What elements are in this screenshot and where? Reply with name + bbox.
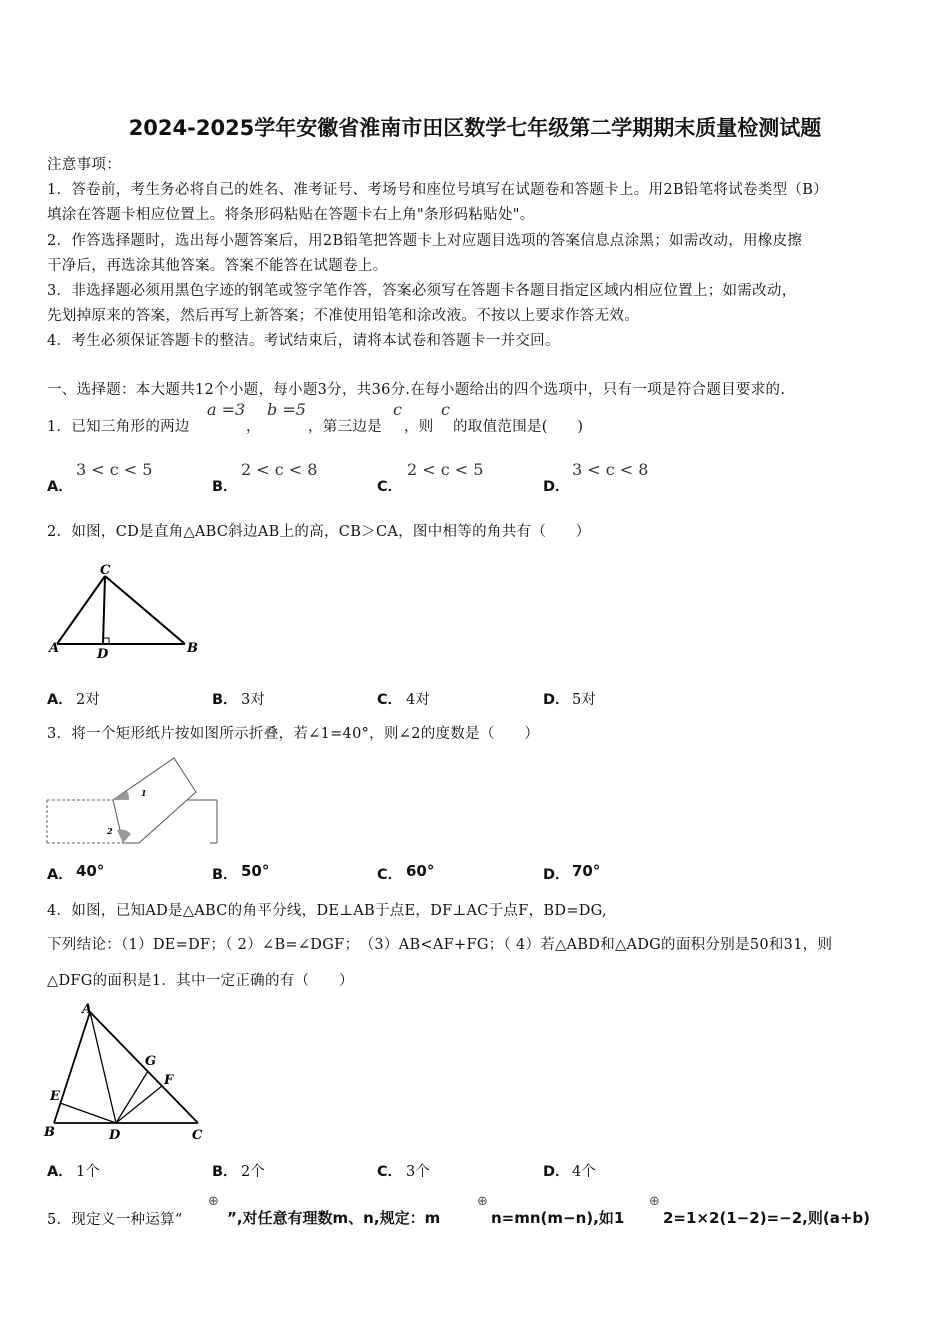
q1-b-value: b =5 — [267, 400, 306, 419]
q4-option-c-label[interactable]: C． — [377, 1164, 403, 1180]
q3-option-b-value: 50° — [241, 862, 270, 880]
q2-label-c: C — [100, 563, 111, 578]
q1-option-a-label[interactable]: A． — [47, 479, 73, 495]
q1-option-b-label[interactable]: B． — [212, 479, 238, 495]
notice-line: 1．答卷前，考生务必将自己的姓名、准考证号、考场号和座位号填写在试题卷和答题卡上。用2B铅笔将试卷类型（B） — [47, 182, 828, 198]
notice-line: 先划掉原来的答案，然后再写上新答案；不准使用铅笔和涂改液。不按以上要求作答无效。 — [47, 308, 639, 324]
q5-text-1: 5．现定义一种运算“ — [47, 1212, 183, 1228]
q2-option-d-label[interactable]: D． — [543, 692, 570, 708]
q3-option-c-label[interactable]: C． — [377, 867, 403, 883]
section-heading: 一、选择题：本大题共12个小题，每小题3分，共36分.在每小题给出的四个选项中，只有一项是符合题目要求的. — [47, 382, 786, 398]
q5-oplus-symbol: ⊕ — [477, 1194, 488, 1209]
q3-option-a-value: 40° — [76, 862, 105, 880]
q1-c-var: c — [393, 400, 402, 419]
q1-text-4: 的取值范围是( ) — [453, 419, 584, 435]
q4-option-a-label[interactable]: A． — [47, 1164, 73, 1180]
q1-option-a-value: 3 < c < 5 — [76, 460, 153, 479]
q2-option-b-label[interactable]: B． — [212, 692, 238, 708]
q1-text-2: ，第三边是 — [308, 419, 382, 435]
q1-option-b-value: 2 < c < 8 — [241, 460, 318, 479]
q4-label-c: C — [192, 1128, 203, 1143]
q2-option-b-value: 3对 — [241, 692, 265, 708]
q2-text: 2．如图，CD是直角△ABC斜边AB上的高，CB＞CA，图中相等的角共有（ ） — [47, 524, 591, 540]
q3-option-a-label[interactable]: A． — [47, 867, 73, 883]
q4-text-line-1: 4．如图，已知AD是△ABC的角平分线，DE⊥AB于点E，DF⊥AC于点F，BD=DG, — [47, 903, 607, 919]
q4-option-b-value: 2个 — [241, 1164, 265, 1180]
q3-fold-figure — [45, 752, 225, 847]
notice-line: 填涂在答题卡相应位置上。将条形码粘贴在答题卡右上角"条形码粘贴处"。 — [47, 207, 535, 223]
notice-line: 干净后，再选涂其他答案。答案不能答在试题卷上。 — [47, 258, 388, 274]
q2-option-a-value: 2对 — [76, 692, 100, 708]
q2-label-d: D — [97, 647, 109, 662]
q3-option-b-label[interactable]: B． — [212, 867, 238, 883]
q2-label-b: B — [187, 641, 198, 656]
notice-line: 3．非选择题必须用黑色字迹的钢笔或签字笔作答，答案必须写在答题卡各题目指定区域内相应位置上；如需改动， — [47, 283, 797, 299]
q1-a-value: a =3 — [207, 400, 246, 419]
q5-text-2: ”,对任意有理数m、n,规定：m — [227, 1209, 441, 1227]
q5-oplus-symbol: ⊕ — [649, 1194, 660, 1209]
q4-option-a-value: 1个 — [76, 1164, 100, 1180]
q5-text-3: n=mn(m−n),如1 — [491, 1209, 625, 1227]
page-title: 2024-2025学年安徽省淮南市田区数学七年级第二学期期末质量检测试题 — [128, 116, 822, 140]
q4-label-f: F — [164, 1073, 174, 1088]
q4-triangle-figure — [42, 998, 217, 1143]
q1-option-d-label[interactable]: D． — [543, 479, 570, 495]
notice-line: 2．作答选择题时，选出每小题答案后，用2B铅笔把答题卡上对应题目选项的答案信息点涂黑；如需改动，用橡皮擦 — [47, 233, 803, 249]
q2-option-c-value: 4对 — [406, 692, 430, 708]
q2-option-d-value: 5对 — [572, 692, 596, 708]
notice-heading: 注意事项： — [47, 157, 121, 173]
q4-label-g: G — [145, 1054, 157, 1069]
q2-label-a: A — [49, 641, 60, 656]
q4-label-e: E — [50, 1089, 60, 1104]
q4-option-d-value: 4个 — [572, 1164, 596, 1180]
q4-label-d: D — [109, 1128, 121, 1143]
q2-option-c-label[interactable]: C． — [377, 692, 403, 708]
q4-label-a: A — [82, 1002, 93, 1017]
q3-option-d-label[interactable]: D． — [543, 867, 570, 883]
q2-option-a-label[interactable]: A． — [47, 692, 73, 708]
q2-triangle-figure — [45, 560, 215, 665]
q3-angle-2-label: 2 — [107, 826, 113, 836]
q4-option-d-label[interactable]: D． — [543, 1164, 570, 1180]
q4-text-line-2: 下列结论：（1）DE=DF；（ 2）∠B=∠DGF； （3）AB<AF+FG；（ 4）若△ABD和△ADG的面积分别是50和31，则 — [47, 937, 833, 953]
q5-text-4: 2=1×2(1−2)=−2,则(a+b) — [663, 1209, 871, 1227]
q1-option-c-value: 2 < c < 5 — [407, 460, 484, 479]
q3-option-c-value: 60° — [406, 862, 435, 880]
q3-angle-1-label: 1 — [141, 788, 147, 798]
q1-comma: ， — [246, 419, 261, 435]
q4-option-b-label[interactable]: B． — [212, 1164, 238, 1180]
q1-option-d-value: 3 < c < 8 — [572, 460, 649, 479]
q3-text: 3．将一个矩形纸片按如图所示折叠，若∠1=40°，则∠2的度数是（ ） — [47, 726, 540, 742]
q3-option-d-value: 70° — [572, 862, 601, 880]
q1-text-3: ，则 — [404, 419, 434, 435]
q5-oplus-symbol: ⊕ — [208, 1194, 219, 1209]
q4-option-c-value: 3个 — [406, 1164, 430, 1180]
q1-text-1: 1．已知三角形的两边 — [47, 419, 190, 435]
q1-option-c-label[interactable]: C． — [377, 479, 403, 495]
q4-label-b: B — [44, 1125, 55, 1140]
q4-text-line-3: △DFG的面积是1．其中一定正确的有（ ） — [47, 973, 354, 989]
notice-line: 4．考生必须保证答题卡的整洁。考试结束后，请将本试卷和答题卡一并交回。 — [47, 333, 560, 349]
q1-c-var: c — [441, 400, 450, 419]
